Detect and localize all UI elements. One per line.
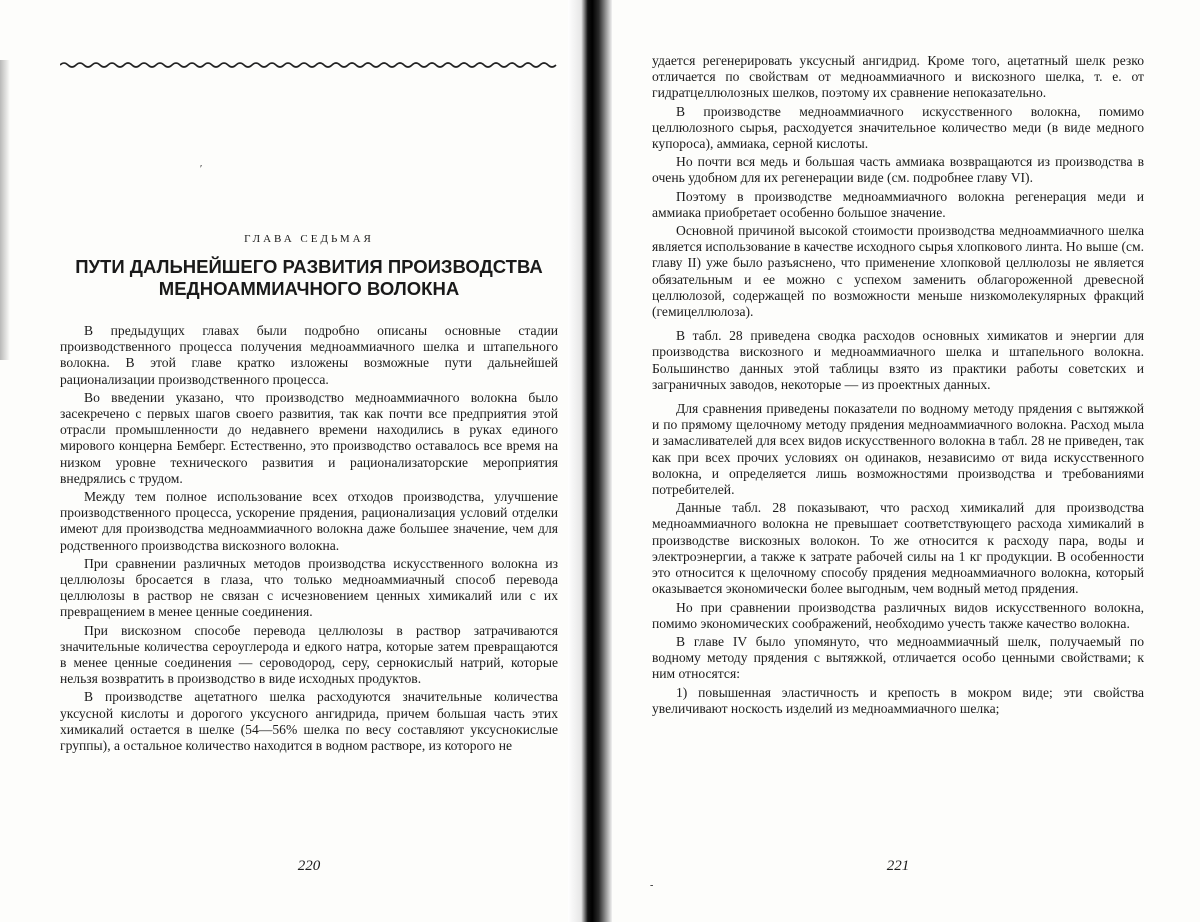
paragraph: Для сравнения приведены показатели по водному методу прядения с вытяжкой и по прямому щелочному методу прядения медноаммиачного волокна. Расход мыла и замасливателей для всех видов искусственного волокна в табл. 28 не приведен, так как при всех прочих условиях он одинаков, независимо от вида искусственного волокна, и определяется лишь возможностями производства и требованиями потребителей. (652, 401, 1144, 498)
stray-mark: - (650, 880, 654, 891)
page-edge-shadow (0, 60, 10, 360)
left-page (60, 0, 558, 922)
chapter-title-line: МЕДНОАММИАЧНОГО ВОЛОКНА (158, 278, 460, 299)
right-page-text (652, 53, 1144, 719)
paragraph: Во введении указано, что производство медноаммиачного волокна было засекречено с первых шагов своего развития, так как почти все предприятия этой отрасли промышленности до недавнего времени находились в руках единого мирового концерна Бемберг. Естественно, это производство оставалось все время на низком уровне технического развития и рационализаторские мероприятия внедрялись с трудом. (60, 389, 558, 486)
paragraph: В производстве ацетатного шелка расходуются значительные количества уксусной кислоты и дорогого уксусного ангидрида, причем большая часть этих химикалий остается в шелке (54—56% шелка по весу составляют уксуснокислые группы), а остальное количество находится в водном растворе, из которого не (60, 689, 558, 754)
chapter-title-line: ПУТИ ДАЛЬНЕЙШЕГО РАЗВИТИЯ ПРОИЗВОДСТВА (75, 256, 543, 277)
page-number: 220 (297, 858, 321, 874)
paragraph: Основной причиной высокой стоимости производства медноаммиачного шелка является использование в качестве исходного сырья хлопкового линта. Но выше (см. главу II) уже было разъяснено, что применение хлопковой целлюлозы не является обязательным и ее можно с успехом заменить облагороженной древесной целлюлозой, содержащей по возможности меньше низкомолекулярных фракций (гемицеллюлоза). (652, 223, 1144, 320)
paragraph: 1) повышенная эластичность и крепость в мокром виде; эти свойства увеличивают носкость изделий из медноаммиачного шелка; (652, 684, 1144, 716)
paragraph: Данные табл. 28 показывают, что расход химикалий для производства медноаммиачного волокна не превышает соответствующего расхода химикалий в производстве вискозных волокон. То же относится к расходу пара, воды и электроэнергии, а также к затрате рабочей силы на 1 кг продукции. В особенности это относится к щелочному способу прядения медноаммиачного волокна, который оказывается экономически более выгодным, чем водный метод прядения. (652, 500, 1144, 597)
decorative-rule (60, 58, 558, 72)
paragraph: При вискозном способе перевода целлюлозы в раствор затрачиваются значительные количества сероуглерода и едкого натра, которые затем превращаются в менее ценные соединения — сероводород, серу, сернокислый натрий, которые нельзя возвратить в производство в виде исходных продуктов. (60, 622, 558, 687)
right-page (652, 0, 1144, 922)
paragraph: удается регенерировать уксусный ангидрид. Кроме того, ацетатный шелк резко отличается по свойствам от медноаммиачного и вискозного шелка, т. е. от гидратцеллюлозных шелков, поэтому их сравнение непоказательно. (652, 53, 1144, 101)
paragraph: При сравнении различных методов производства искусственного волокна из целлюлозы бросается в глаза, что только медноаммиачный способ перевода целлюлозы в раствор не связан с исчезновением ценных химикалий или с их превращением в менее ценные соединения. (60, 555, 558, 620)
left-page-text (60, 323, 558, 756)
paragraph: Но при сравнении производства различных видов искусственного волокна, помимо экономических соображений, необходимо учесть также качество волокна. (652, 599, 1144, 631)
paragraph: В предыдущих главах были подробно описаны основные стадии производственного процесса получения медноаммиачного шелка и штапельного волокна. В этой главе кратко изложены возможные пути дальнейшей рационализации производственного процесса. (60, 323, 558, 387)
chapter-label: ГЛАВА СЕДЬМАЯ (244, 233, 374, 245)
paragraph: Поэтому в производстве медноаммиачного волокна регенерация меди и аммиака приобретает особенно большое значение. (652, 188, 1144, 220)
paragraph: В главе IV было упомянуто, что медноаммиачный шелк, получаемый по водному методу прядения с вытяжкой, отличается особо ценными свойствами; к ним относятся: (652, 633, 1144, 682)
stray-mark: ′ (200, 164, 203, 175)
book-gutter (568, 0, 612, 922)
paragraph: Но почти вся медь и большая часть аммиака возвращаются из производства в очень удобном для их регенерации виде (см. подробнее главу VI). (652, 154, 1144, 186)
page-number: 221 (886, 858, 910, 874)
paragraph: В производстве медноаммиачного искусственного волокна, помимо целлюлозного сырья, расходуется значительное количество меди (в виде медного купороса), аммиака, серной кислоты. (652, 103, 1144, 152)
paragraph: Между тем полное использование всех отходов производства, улучшение производственного процесса, ускорение прядения, рационализация условий отделки имеют для производства медноаммиачного волокна даже большее значение, чем для родственного производства вискозного волокна. (60, 489, 558, 553)
chapter-title (60, 256, 558, 300)
paragraph: В табл. 28 приведена сводка расходов основных химикатов и энергии для производства вискозного и медноаммиачного шелка и штапельного волокна. Большинство данных этой таблицы взято из практики работы советских и заграничных заводов, некоторые — из проектных данных. (652, 328, 1144, 392)
